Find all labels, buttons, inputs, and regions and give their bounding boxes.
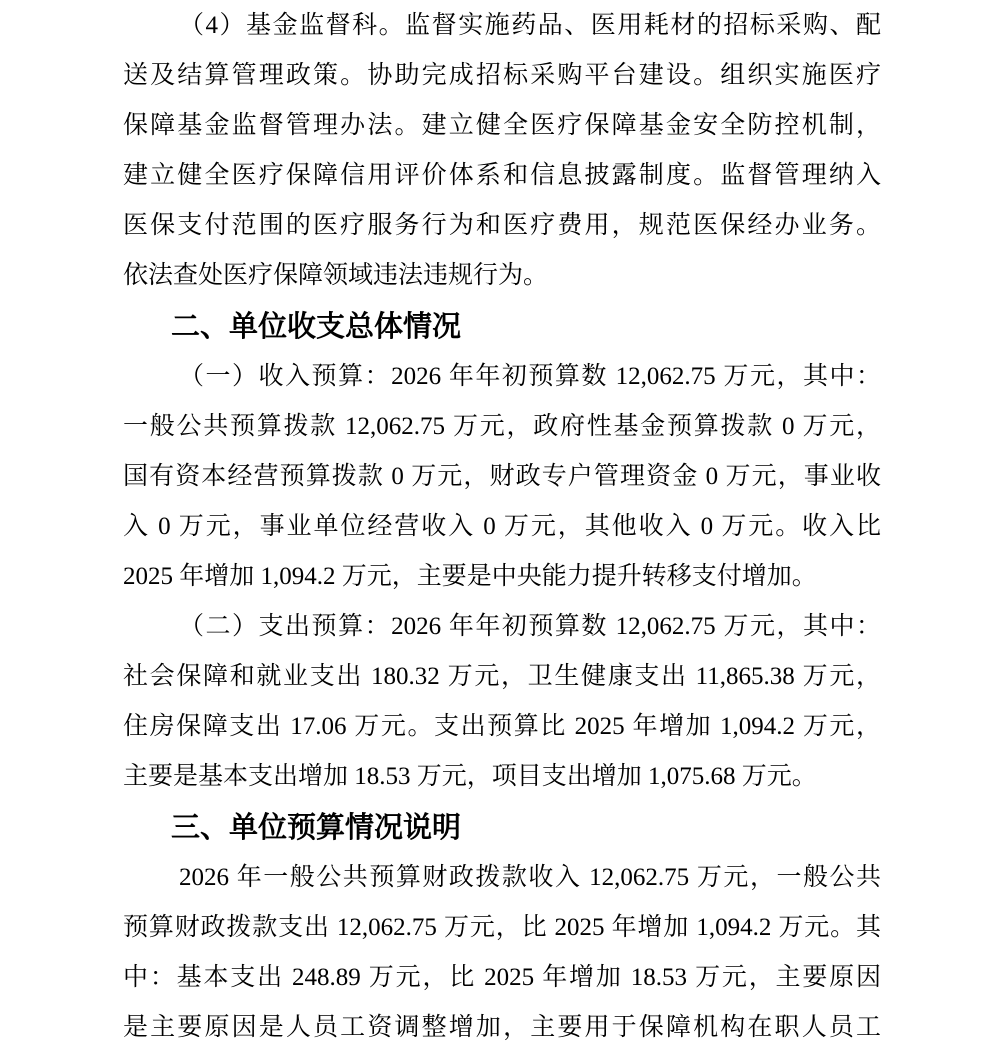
paragraph-2-line-3: 国有资本经营预算拨款 0 万元，财政专户管理资金 0 万元，事业收	[123, 462, 881, 490]
paragraph-1-line-3: 保障基金监督管理办法。建立健全医疗保障基金安全防控机制，	[123, 112, 881, 140]
paragraph-4-line-2: 预算财政拨款支出 12,062.75 万元，比 2025 年增加 1,094.2 万元。其	[123, 913, 881, 941]
paragraph-3-line-3: 住房保障支出 17.06 万元。支出预算比 2025 年增加 1,094.2 万元，	[123, 713, 881, 741]
paragraph-1-line-6: 依法查处医疗保障领域违法违规行为。	[123, 262, 549, 290]
section-heading-2: 二、单位收支总体情况	[171, 310, 462, 343]
paragraph-4-line-4: 是主要原因是人员工资调整增加，主要用于保障机构在职人员工	[123, 1013, 881, 1041]
paragraph-2-line-1: （一）收入预算：2026 年年初预算数 12,062.75 万元，其中：	[179, 362, 881, 390]
paragraph-1-line-1: （4）基金监督科。监督实施药品、医用耗材的招标采购、配	[179, 12, 881, 39]
paragraph-1-line-5: 医保支付范围的医疗服务行为和医疗费用，规范医保经办业务。	[123, 212, 881, 240]
section-heading-3: 三、单位预算情况说明	[171, 811, 462, 844]
paragraph-4-line-3: 中：基本支出 248.89 万元，比 2025 年增加 18.53 万元，主要原因	[123, 963, 881, 991]
paragraph-2-line-5: 2025 年增加 1,094.2 万元，主要是中央能力提升转移支付增加。	[123, 563, 817, 591]
paragraph-3-line-2: 社会保障和就业支出 180.32 万元，卫生健康支出 11,865.38 万元，	[123, 663, 881, 691]
paragraph-3-line-1: （二）支出预算：2026 年年初预算数 12,062.75 万元，其中：	[179, 613, 881, 641]
paragraph-4-line-1: 2026 年一般公共预算财政拨款收入 12,062.75 万元，一般公共	[179, 863, 881, 891]
paragraph-1-line-2: 送及结算管理政策。协助完成招标采购平台建设。组织实施医疗	[123, 62, 881, 90]
paragraph-1-line-4: 建立健全医疗保障信用评价体系和信息披露制度。监督管理纳入	[123, 162, 881, 190]
paragraph-2-line-4: 入 0 万元，事业单位经营收入 0 万元，其他收入 0 万元。收入比	[123, 512, 881, 540]
paragraph-3-line-4: 主要是基本支出增加 18.53 万元，项目支出增加 1,075.68 万元。	[123, 763, 817, 791]
paragraph-2-line-2: 一般公共预算拨款 12,062.75 万元，政府性基金预算拨款 0 万元，	[123, 412, 881, 440]
document-body	[123, 1, 881, 1053]
